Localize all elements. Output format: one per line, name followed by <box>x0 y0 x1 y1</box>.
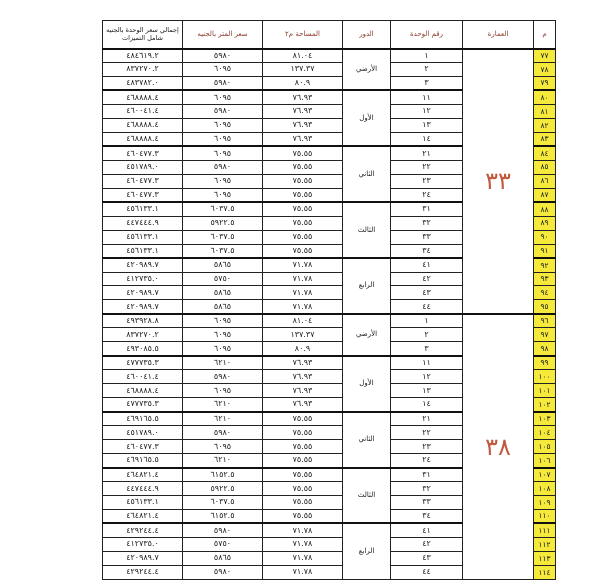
row-number-cell: ٩٣ <box>534 272 556 286</box>
area-cell: ٨٠.٩ <box>263 76 343 90</box>
row-number-cell: ٧٨ <box>534 62 556 76</box>
unit-number-cell: ٤٣ <box>391 551 463 565</box>
total-price-cell: ٤٩٣٠٨٥.٥ <box>103 342 183 356</box>
unit-number-cell: ٣١ <box>391 202 463 216</box>
header-num: م <box>534 21 556 49</box>
row-number-cell: ٨٥ <box>534 160 556 174</box>
total-price-cell: ٤١٢٧٣٥.٠ <box>103 272 183 286</box>
unit-number-cell: ١١ <box>391 90 463 104</box>
unit-number-cell: ٤٢ <box>391 537 463 551</box>
price-per-meter-cell: ٦٠٩٥ <box>183 146 263 160</box>
area-cell: ١٣٧.٣٧ <box>263 328 343 342</box>
total-price-cell: ٤٦٨٨٨٨.٤ <box>103 118 183 132</box>
price-per-meter-cell: ٥٩٨٠ <box>183 49 263 63</box>
price-per-meter-cell: ٦٠٩٥ <box>183 328 263 342</box>
row-number-cell: ٩٦ <box>534 314 556 328</box>
row-number-cell: ١١٣ <box>534 551 556 565</box>
area-cell: ٧٥.٥٥ <box>263 244 343 258</box>
price-per-meter-cell: ٦٠٩٥ <box>183 342 263 356</box>
row-number-cell: ١١٢ <box>534 537 556 551</box>
header-unit: رقم الوحدة <box>391 21 463 49</box>
building-number-cell: ٣٣ <box>463 49 534 314</box>
area-cell: ٧٥.٥٥ <box>263 412 343 426</box>
unit-number-cell: ١٤ <box>391 132 463 146</box>
total-price-cell: ٤٦٨٨٨٨.٤ <box>103 132 183 146</box>
row-number-cell: ١٠٢ <box>534 398 556 412</box>
total-price-cell: ٤٦٤٨٢١.٤ <box>103 509 183 523</box>
total-price-cell: ٤٩٣٩٢٨.٨ <box>103 314 183 328</box>
total-price-cell: ٤٦٠٤٧٧.٣ <box>103 174 183 188</box>
area-cell: ٧٥.٥٥ <box>263 482 343 496</box>
total-price-cell: ٤٦٠٠٤١.٤ <box>103 104 183 118</box>
unit-number-cell: ١١ <box>391 356 463 370</box>
floor-name-cell: الثالث <box>343 468 391 524</box>
price-per-meter-cell: ٦٠٩٥ <box>183 90 263 104</box>
unit-number-cell: ٣ <box>391 342 463 356</box>
price-per-meter-cell: ٦١٥٢.٥ <box>183 468 263 482</box>
price-per-meter-cell: ٥٩٨٠ <box>183 160 263 174</box>
row-number-cell: ٨٤ <box>534 146 556 160</box>
price-per-meter-cell: ٥٨٦٥ <box>183 286 263 300</box>
total-price-cell: ٤٥١٧٨٩.٠ <box>103 160 183 174</box>
total-price-cell: ٤٢٩٢٤٤.٤ <box>103 565 183 579</box>
row-number-cell: ٨٢ <box>534 118 556 132</box>
unit-number-cell: ٤١ <box>391 258 463 272</box>
total-price-cell: ٤٥٦١٣٣.١ <box>103 230 183 244</box>
row-number-cell: ٩٠ <box>534 230 556 244</box>
building-number-cell: ٣٨ <box>463 314 534 580</box>
total-price-cell: ٨٣٧٢٧٠.٢ <box>103 328 183 342</box>
price-per-meter-cell: ٦٠٩٥ <box>183 188 263 202</box>
row-number-cell: ٩٩ <box>534 356 556 370</box>
area-cell: ٧٦.٩٣ <box>263 90 343 104</box>
header-price-per-meter: سعر المتر بالجنيه <box>183 21 263 49</box>
unit-number-cell: ٣١ <box>391 468 463 482</box>
price-per-meter-cell: ٦٠٩٥ <box>183 314 263 328</box>
unit-number-cell: ٢٣ <box>391 440 463 454</box>
area-cell: ٧٦.٩٣ <box>263 104 343 118</box>
total-price-cell: ٤٦٩١٦٥.٥ <box>103 454 183 468</box>
floor-name-cell: الرابع <box>343 258 391 314</box>
area-cell: ٧٥.٥٥ <box>263 496 343 510</box>
area-cell: ١٣٧.٣٧ <box>263 62 343 76</box>
area-cell: ٨١.٠٤ <box>263 314 343 328</box>
price-per-meter-cell: ٦٠٣٧.٥ <box>183 202 263 216</box>
floor-name-cell: الأول <box>343 356 391 412</box>
unit-number-cell: ٣٢ <box>391 482 463 496</box>
floor-name-cell: الثاني <box>343 412 391 468</box>
price-per-meter-cell: ٦٠٩٥ <box>183 62 263 76</box>
price-per-meter-cell: ٥٨٦٥ <box>183 551 263 565</box>
floor-name-cell: الثاني <box>343 146 391 202</box>
area-cell: ٧٥.٥٥ <box>263 202 343 216</box>
total-price-cell: ٤٥١٧٨٩.٠ <box>103 426 183 440</box>
area-cell: ٧١.٧٨ <box>263 300 343 314</box>
total-price-cell: ٤٢٠٩٨٩.٧ <box>103 286 183 300</box>
row-number-cell: ١٠٤ <box>534 426 556 440</box>
total-price-cell: ٤٦٠٤٧٧.٣ <box>103 440 183 454</box>
row-number-cell: ٨٧ <box>534 188 556 202</box>
row-number-cell: ١٠٥ <box>534 440 556 454</box>
unit-number-cell: ١ <box>391 49 463 63</box>
price-per-meter-cell: ٦٢١٠ <box>183 398 263 412</box>
unit-number-cell: ٤١ <box>391 523 463 537</box>
unit-number-cell: ٣٢ <box>391 216 463 230</box>
row-number-cell: ٨٨ <box>534 202 556 216</box>
area-cell: ٧٥.٥٥ <box>263 230 343 244</box>
total-price-cell: ٤٥٦١٣٣.١ <box>103 496 183 510</box>
row-number-cell: ١١١ <box>534 523 556 537</box>
row-number-cell: ١٠٩ <box>534 496 556 510</box>
row-number-cell: ٩٧ <box>534 328 556 342</box>
area-cell: ٧١.٧٨ <box>263 523 343 537</box>
unit-number-cell: ٢١ <box>391 146 463 160</box>
area-cell: ٧٦.٩٣ <box>263 384 343 398</box>
unit-number-cell: ١٣ <box>391 384 463 398</box>
price-per-meter-cell: ٥٩٨٠ <box>183 523 263 537</box>
row-number-cell: ٩٤ <box>534 286 556 300</box>
row-number-cell: ٨٠ <box>534 90 556 104</box>
total-price-cell: ٤٢٠٩٨٩.٧ <box>103 551 183 565</box>
unit-number-cell: ٤٤ <box>391 565 463 579</box>
price-per-meter-cell: ٦٠٣٧.٥ <box>183 244 263 258</box>
total-price-cell: ٤٦٩١٦٥.٥ <box>103 412 183 426</box>
price-per-meter-cell: ٦٠٩٥ <box>183 440 263 454</box>
unit-number-cell: ١٤ <box>391 398 463 412</box>
row-number-cell: ٨١ <box>534 104 556 118</box>
row-number-cell: ٧٩ <box>534 76 556 90</box>
unit-number-cell: ٤٣ <box>391 286 463 300</box>
price-per-meter-cell: ٥٨٦٥ <box>183 258 263 272</box>
row-number-cell: ٩٥ <box>534 300 556 314</box>
total-price-cell: ٤٦٤٨٢١.٤ <box>103 468 183 482</box>
price-per-meter-cell: ٥٧٥٠ <box>183 272 263 286</box>
row-number-cell: ١٠٦ <box>534 454 556 468</box>
row-number-cell: ١١٤ <box>534 565 556 579</box>
price-per-meter-cell: ٦٢١٠ <box>183 356 263 370</box>
price-per-meter-cell: ٦٠٩٥ <box>183 384 263 398</box>
area-cell: ٧١.٧٨ <box>263 551 343 565</box>
price-per-meter-cell: ٦٢١٠ <box>183 412 263 426</box>
row-number-cell: ٨٣ <box>534 132 556 146</box>
units-price-table <box>102 20 556 580</box>
unit-number-cell: ٣٣ <box>391 230 463 244</box>
row-number-cell: ١٠٧ <box>534 468 556 482</box>
total-price-cell: ٤١٢٧٣٥.٠ <box>103 537 183 551</box>
price-per-meter-cell: ٥٩٨٠ <box>183 370 263 384</box>
floor-name-cell: الرابع <box>343 523 391 579</box>
unit-number-cell: ٢ <box>391 328 463 342</box>
unit-number-cell: ٢٢ <box>391 426 463 440</box>
row-number-cell: ٩٨ <box>534 342 556 356</box>
total-price-cell: ٤٤٧٤٤٤.٩ <box>103 482 183 496</box>
total-price-cell: ٤٥٦١٣٣.١ <box>103 244 183 258</box>
price-per-meter-cell: ٦٠٣٧.٥ <box>183 496 263 510</box>
price-per-meter-cell: ٦٢١٠ <box>183 454 263 468</box>
area-cell: ٨٠.٩ <box>263 342 343 356</box>
total-price-cell: ٤٦٨٨٨٨.٤ <box>103 384 183 398</box>
total-price-cell: ٤٥٦١٣٣.١ <box>103 202 183 216</box>
price-per-meter-cell: ٦١٥٢.٥ <box>183 509 263 523</box>
unit-number-cell: ١ <box>391 314 463 328</box>
area-cell: ٧٥.٥٥ <box>263 188 343 202</box>
total-price-cell: ٤٢٠٩٨٩.٧ <box>103 300 183 314</box>
row-number-cell: ١٠٣ <box>534 412 556 426</box>
unit-number-cell: ٤٤ <box>391 300 463 314</box>
total-price-cell: ٨٣٧٢٧٠.٢ <box>103 62 183 76</box>
price-per-meter-cell: ٥٨٦٥ <box>183 300 263 314</box>
total-price-cell: ٤٧٧٧٣٥.٣ <box>103 398 183 412</box>
unit-number-cell: ٢٤ <box>391 188 463 202</box>
row-number-cell: ٩١ <box>534 244 556 258</box>
area-cell: ٧٥.٥٥ <box>263 146 343 160</box>
area-cell: ٨١.٠٤ <box>263 49 343 63</box>
row-number-cell: ٩٢ <box>534 258 556 272</box>
header-total-price: إجمالي سعر الوحدة بالجنيه شامل التميزات <box>103 21 183 49</box>
area-cell: ٧٥.٥٥ <box>263 440 343 454</box>
price-per-meter-cell: ٦٠٩٥ <box>183 118 263 132</box>
unit-number-cell: ١٣ <box>391 118 463 132</box>
area-cell: ٧٥.٥٥ <box>263 454 343 468</box>
total-price-cell: ٤٦٠٠٤١.٤ <box>103 370 183 384</box>
area-cell: ٧٦.٩٣ <box>263 370 343 384</box>
row-number-cell: ٨٦ <box>534 174 556 188</box>
unit-number-cell: ٣ <box>391 76 463 90</box>
total-price-cell: ٤٢٠٩٨٩.٧ <box>103 258 183 272</box>
price-per-meter-cell: ٦٠٩٥ <box>183 132 263 146</box>
row-number-cell: ٧٧ <box>534 49 556 63</box>
area-cell: ٧٥.٥٥ <box>263 216 343 230</box>
area-cell: ٧٥.٥٥ <box>263 426 343 440</box>
header-floor: الدور <box>343 21 391 49</box>
total-price-cell: ٤٦٠٤٧٧.٣ <box>103 188 183 202</box>
total-price-cell: ٤٦٠٤٧٧.٣ <box>103 146 183 160</box>
total-price-cell: ٤٨٤٦١٩.٢ <box>103 49 183 63</box>
table-row <box>103 314 556 328</box>
row-number-cell: ٨٩ <box>534 216 556 230</box>
area-cell: ٧٥.٥٥ <box>263 160 343 174</box>
price-per-meter-cell: ٥٩٨٠ <box>183 426 263 440</box>
price-per-meter-cell: ٥٩٢٢.٥ <box>183 216 263 230</box>
total-price-cell: ٤٧٧٧٣٥.٣ <box>103 356 183 370</box>
total-price-cell: ٤٦٨٨٨٨.٤ <box>103 90 183 104</box>
unit-number-cell: ٤٢ <box>391 272 463 286</box>
unit-number-cell: ٢٤ <box>391 454 463 468</box>
area-cell: ٧٥.٥٥ <box>263 174 343 188</box>
total-price-cell: ٤٤٧٤٤٤.٩ <box>103 216 183 230</box>
price-per-meter-cell: ٥٩٢٢.٥ <box>183 482 263 496</box>
total-price-cell: ٤٢٩٢٤٤.٤ <box>103 523 183 537</box>
unit-number-cell: ٣٣ <box>391 496 463 510</box>
area-cell: ٧١.٧٨ <box>263 565 343 579</box>
header-area: المساحة م٢ <box>263 21 343 49</box>
floor-name-cell: الأرضي <box>343 49 391 91</box>
area-cell: ٧١.٧٨ <box>263 272 343 286</box>
area-cell: ٧٦.٩٣ <box>263 132 343 146</box>
area-cell: ٧٥.٥٥ <box>263 509 343 523</box>
area-cell: ٧١.٧٨ <box>263 258 343 272</box>
floor-name-cell: الأول <box>343 90 391 146</box>
row-number-cell: ١٠١ <box>534 384 556 398</box>
area-cell: ٧٥.٥٥ <box>263 468 343 482</box>
unit-number-cell: ٢٣ <box>391 174 463 188</box>
total-price-cell: ٤٨٣٧٨٢.٠ <box>103 76 183 90</box>
price-per-meter-cell: ٥٩٨٠ <box>183 76 263 90</box>
unit-number-cell: ٣٤ <box>391 509 463 523</box>
unit-number-cell: ٣٤ <box>391 244 463 258</box>
unit-number-cell: ١٢ <box>391 370 463 384</box>
price-per-meter-cell: ٦٠٩٥ <box>183 174 263 188</box>
area-cell: ٧٦.٩٣ <box>263 356 343 370</box>
table-row <box>103 49 556 63</box>
area-cell: ٧١.٧٨ <box>263 286 343 300</box>
header-building: العمارة <box>463 21 534 49</box>
unit-number-cell: ٢٢ <box>391 160 463 174</box>
price-per-meter-cell: ٥٧٥٠ <box>183 537 263 551</box>
unit-number-cell: ١٢ <box>391 104 463 118</box>
price-per-meter-cell: ٦٠٣٧.٥ <box>183 230 263 244</box>
price-per-meter-cell: ٥٩٨٠ <box>183 104 263 118</box>
floor-name-cell: الثالث <box>343 202 391 258</box>
floor-name-cell: الأرضي <box>343 314 391 356</box>
unit-number-cell: ٢١ <box>391 412 463 426</box>
unit-number-cell: ٢ <box>391 62 463 76</box>
row-number-cell: ١١٠ <box>534 509 556 523</box>
area-cell: ٧٦.٩٣ <box>263 398 343 412</box>
row-number-cell: ١٠٨ <box>534 482 556 496</box>
header-row <box>103 21 556 49</box>
area-cell: ٧١.٧٨ <box>263 537 343 551</box>
row-number-cell: ١٠٠ <box>534 370 556 384</box>
area-cell: ٧٦.٩٣ <box>263 118 343 132</box>
price-per-meter-cell: ٥٩٨٠ <box>183 565 263 579</box>
